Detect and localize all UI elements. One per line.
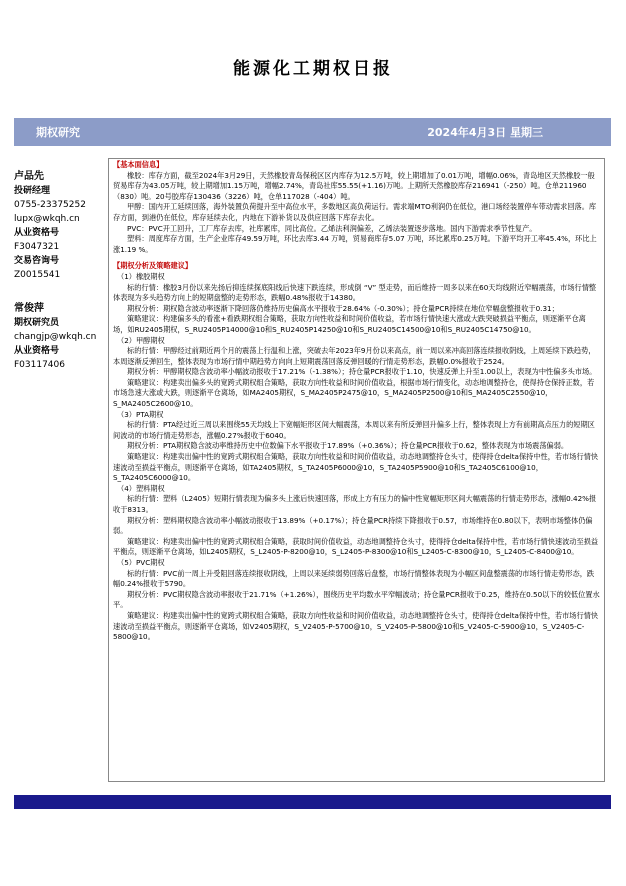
pta-option-heading: （3）PTA期权: [117, 409, 164, 419]
author-name: 卢品先: [14, 171, 44, 182]
footer-bar: [14, 795, 611, 809]
plastic-market: 标的行情：塑料（L2405）短期行情表现为偏多头上涨后快速回落，形成上方有压力的偏中性宽幅矩形区间大幅震荡的行情走势形态，涨幅0.42%报收于8313。: [113, 494, 597, 514]
methanol-market: 标的行情：甲醇经过前期近两个月的震荡上行温和上涨，突破去年2023年9月份以来高点，前一周以来冲高回落连续报收阴线，上周延续下跌趋势，本周逐渐反弹回生，整体表现为市场行情中期趋势方向向上短期震荡回落反弹回暖的行情走势形态，跌幅0.0%报收于2524。: [113, 346, 596, 366]
author-cert: F03117406: [14, 360, 65, 370]
rubber-option-heading: （1）橡胶期权: [117, 271, 165, 281]
strategy-title: 【期权分析及策略建议】: [113, 261, 193, 271]
methanol-strategy: 策略建议：构建卖出偏多头的宽跨式期权组合策略，获取方向性收益和时间价值收益，根据市场行情变化，动态地调整持仓，使得持仓保持正数，若市场急速大涨或大跌，则逐渐平仓离场，如MA2405期权，S_MA2405P2475@10，S_MA2405P2500@10和S_MA2405C2550@10，S_MA2405C2600@10。: [113, 377, 595, 409]
author-block: [14, 302, 102, 372]
author-cert: F3047321: [14, 242, 60, 252]
author-name: 常俊萍: [14, 303, 44, 314]
pvc-fundamentals: PVC：PVC开工回升，工厂库存去库，社库累库，同比高位。乙烯法利润偏差，乙烯法装置逐步落地。国内下游需求季节性复产。: [127, 223, 537, 233]
pvc-strategy: 策略建议：构建卖出偏中性的宽跨式期权组合策略，获取方向性收益和时间价值收益，动态地调整持仓头寸，使得持仓delta保持中性，若市场行情快速波动至损益平衡点，则逐渐平仓离场，如V2405期权，S_V2405-P-5700@10，S_V2405-P-5800@10和S_V2405-C-5900@10，S_V2405-C-5800@10。: [113, 610, 599, 642]
pta-strategy: 策略建议：构建卖出偏中性的宽跨式期权组合策略，获取方向性收益和时间价值收益，动态地调整持仓头寸，使得持仓delta保持中性，若市场行情快速波动至损益平衡点，则逐渐平仓离场，如TA2405期权，S_TA2405P6000@10，S_TA2405P5900@10和S_TA2405C6100@10，S_TA2405C6000@10。: [113, 452, 599, 483]
author-sidebar: [14, 170, 102, 392]
author-cert-label: 从业资格号: [14, 346, 60, 356]
plastic-fundamentals: 塑料：周度库存方面，生产企业库存49.59万吨，环比去库3.44 万吨，贸易商库存5.07 万吨，环比累库0.25万吨。下游平均开工率45.4%，环比上涨1.19 %。: [113, 234, 597, 254]
pvc-option-heading: （5）PVC期权: [117, 557, 165, 567]
rubber-analysis: 期权分析：期权隐含波动率逐渐下降回落仍维持历史偏高水平报收于28.64%（-0.30%）；持仓量PCR持续在地位窄幅盘整报收于0.31；: [127, 303, 559, 313]
pvc-market: 标的行情：PVC前一周上升受阻回落连续报收阴线，上周以来延续弱势回落后盘整，市场行情整体表现为小幅区间盘整震荡的市场行情走势形态，跌幅0.24%报收于5790。: [113, 568, 595, 589]
author-phone: 0755-23375252: [14, 200, 86, 210]
author-email: lupx@wkqh.cn: [14, 214, 80, 224]
methanol-option-heading: （2）甲醇期权: [117, 335, 165, 345]
header-date: 2024年4月3日 星期三: [427, 126, 543, 139]
author-consult-label: 交易咨询号: [14, 256, 60, 266]
header-category: 期权研究: [36, 126, 80, 139]
report-content: [108, 158, 605, 782]
author-block: [14, 170, 102, 282]
author-email: changjp@wkqh.cn: [14, 332, 97, 342]
methanol-fundamentals: 甲醇：国内开工延续回落，海外装置负荷提升至中高位水平，多数地区高负荷运行。需求端MTO利润仍在低位，港口场经装置停车带动需求回落。库存方面，到港仍在低位，库存延续去化，内地在下游补货以及供应回落下库存去化。: [113, 202, 597, 222]
rubber-strategy: 策略建议：构建偏多头的看涨+看跌期权组合策略，获取方向性收益和时间价值收益，若市场行情快速大涨或大跌突破损益平衡点，则逐渐平仓离场，如RU2405期权，S_RU2405P14000@10和S_RU2405P14250@10和S_RU2405C14500@10和S_RU2405C14750@10。: [113, 314, 586, 334]
plastic-analysis: 期权分析：塑料期权隐含波动率小幅波动报收于13.89%（+0.17%）；持仓量PCR持续下降报收于0.57，市场维持在0.80以下，表明市场整体仍偏弱。: [113, 515, 593, 536]
author-role: 投研经理: [14, 186, 51, 196]
fundamentals-title: 【基本面信息】: [113, 160, 164, 169]
report-title: 能源化工期权日报: [233, 59, 393, 79]
author-cert-label: 从业资格号: [14, 228, 60, 238]
rubber-market: 标的行情：橡胶3月份以来先扬后抑连续探底阳线后快速下跌连续，形成倒 “V” 型走势，而后维持一周多以来在60天均线附近窄幅震荡，市场行情整体表现为多头趋势方向上的短期盘整的走势形态，跌幅0.48%报收于14380。: [113, 282, 597, 303]
author-consult: Z0015541: [14, 270, 61, 280]
plastic-strategy: 策略建议：构建卖出偏中性的宽跨式期权组合策略，获取时间价值收益，动态地调整持仓头寸，使得持仓delta保持中性，若市场行情快速波动至损益平衡点，则逐渐平仓离场，如L2405期权，S_L2405-P-8200@10，S_L2405-P-8300@10和S_L2405-C-8300@10，S_L2405-C-8400@10。: [113, 536, 599, 557]
rubber-fundamentals: 橡胶：库存方面，截至2024年3月29日，天然橡胶青岛保税区区内库存为12.5万吨，较上期增加了0.01万吨，增幅0.06%，青岛地区天然橡胶一般贸易库存为43.05万吨，较上期增加1.15万吨，增幅2.74%，青岛社库55.55(+1.16)万吨。上期所天然橡胶库存216941（-250）吨。仓单211960（830）吨。20号胶库存130436（3226）吨，仓单117028（-404）吨。: [113, 170, 595, 201]
author-role: 期权研究员: [14, 318, 60, 328]
pvc-analysis: 期权分析：PVC期权隐含波动率报收于21.71%（+1.26%），围绕历史平均数水平窄幅波动；持仓量PCR报收于0.25，维持在0.50以下的较低位置水平。: [113, 589, 600, 610]
header-bar: [14, 118, 611, 146]
pta-analysis: 期权分析：PTA期权隐含波动率维持历史中位数偏下水平报收于17.89%（+0.36%）；持仓量PCR报收于0.62，整体表现为市场震荡偏弱。: [127, 441, 569, 451]
methanol-analysis: 期权分析：甲醇期权隐含波动率小幅波动报收于17.21%（-1.38%）；持仓量PCR报收于1.10，快速反弹上升至1.00以上，表现为中性偏多头市场。: [127, 367, 597, 377]
plastic-option-heading: （4）塑料期权: [117, 483, 165, 493]
pta-market: 标的行情：PTA经过近三周以来围绕55天均线上下宽幅矩形区间大幅震荡，本周以来有所反弹回升偏多上行，整体表现上方有前期高点压力的短期区间波动的市场行情走势形态，涨幅0.27%报收于6040。: [113, 420, 595, 440]
